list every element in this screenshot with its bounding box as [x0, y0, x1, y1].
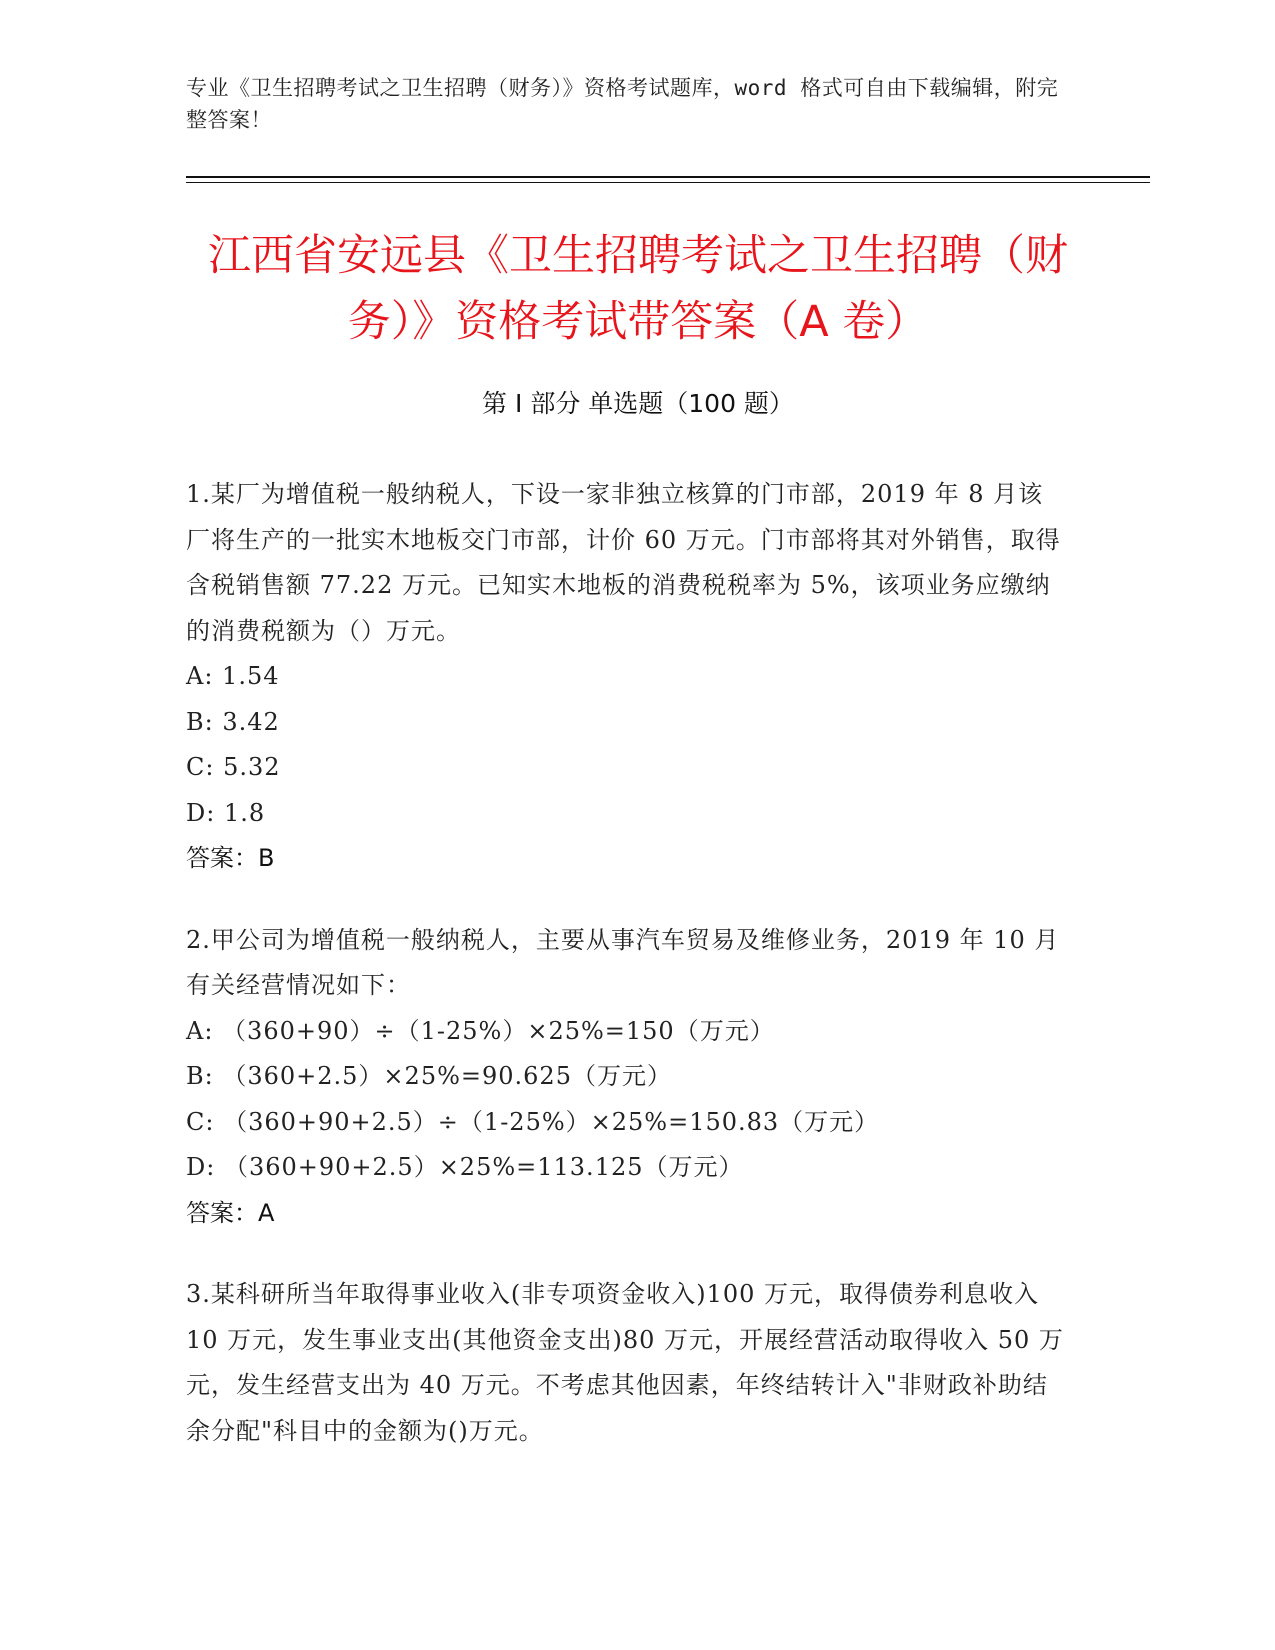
question-stem: 2.甲公司为增值税一般纳税人，主要从事汽车贸易及维修业务，2019 年 10 月有关经营情况如下：: [186, 925, 1060, 999]
question-2: [186, 918, 1066, 1237]
header-divider-thick: [186, 176, 1150, 178]
option-c: C: 5.32: [186, 753, 281, 781]
header-divider-thin: [186, 182, 1150, 183]
question-1: [186, 472, 1066, 882]
option-a: A: 1.54: [186, 662, 280, 690]
question-stem: 3.某科研所当年取得事业收入(非专项资金收入)100 万元，取得债券利息收入 10 万元，发生事业支出(其他资金支出)80 万元，开展经营活动取得收入 50 万元，发生经营支出为 40 万元。不考虑其他因素，年终结转计入"非财政补助结余分配"科目中的金额为()万元。: [186, 1280, 1064, 1445]
option-c: C: （360+90+2.5）÷（1-25%）×25%=150.83（万元）: [186, 1107, 880, 1136]
option-b: B: 3.42: [186, 707, 280, 736]
option-a: A: （360+90）÷（1-25%）×25%=150（万元）: [186, 1016, 775, 1045]
option-d: D: 1.8: [186, 798, 266, 827]
option-b: B: （360+2.5）×25%=90.625（万元）: [186, 1062, 672, 1090]
answer: 答案：A: [186, 1198, 275, 1227]
document-title: 江西省安远县《卫生招聘考试之卫生招聘（财务）》资格考试带答案（A 卷）: [208, 231, 1068, 347]
answer: 答案：B: [186, 844, 275, 872]
question-3: [186, 1272, 1066, 1454]
question-list: [186, 472, 1066, 1490]
header-note: 专业《卫生招聘考试之卫生招聘（财务）》资格考试题库，word 格式可自由下载编辑，附完整答案！: [186, 76, 1059, 132]
section-title: 第 I 部分 单选题（100 题）: [482, 389, 794, 418]
option-d: D: （360+90+2.5）×25%=113.125（万元）: [186, 1153, 744, 1181]
question-stem: 1.某厂为增值税一般纳税人，下设一家非独立核算的门市部，2019 年 8 月该厂将生产的一批实木地板交门市部，计价 60 万元。门市部将其对外销售，取得含税销售额 77.22 万元。已知实木地板的消费税税率为 5%，该项业务应缴纳的消费税额为（）万元。: [186, 480, 1061, 645]
